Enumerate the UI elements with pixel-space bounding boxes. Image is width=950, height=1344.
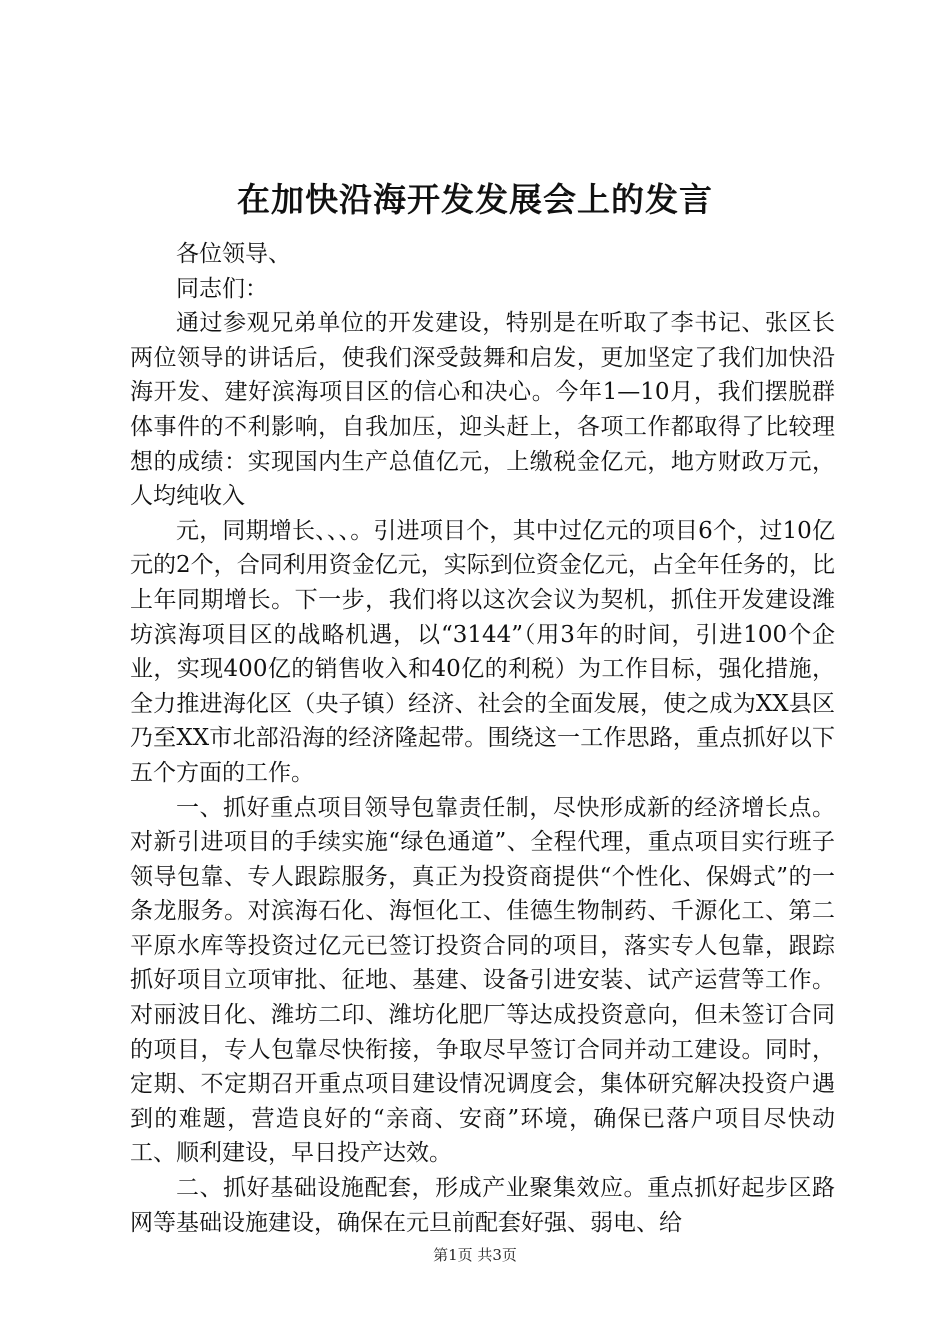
- paragraph-point-two: 二、抓好基础设施配套，形成产业聚集效应。重点抓好起步区路网等基础设施建设，确保在元旦前配套好强、弱电、给: [130, 1175, 835, 1236]
- paragraph-intro: 通过参观兄弟单位的开发建设，特别是在听取了李书记、张区长两位领导的讲话后，使我们深受鼓舞和启发，更加坚定了我们加快沿海开发、建好滨海项目区的信心和决心。今年1—10月，我们摆脱群体事件的不利影响，自我加压，迎头赶上，各项工作都取得了比较理想的成绩：实现国内生产总值亿元，上缴税金亿元，地方财政万元，人均纯收入: [130, 310, 835, 510]
- page-footer: 第1页 共3页: [433, 1246, 517, 1264]
- document-title: 在加快沿海开发发展会上的发言: [237, 180, 713, 219]
- document-body: [130, 237, 835, 1240]
- paragraph-achievements: 元，同期增长、、、。引进项目个，其中过亿元的项目6个，过10亿元的2个，合同利用资金亿元，实际到位资金亿元，占全年任务的，比上年同期增长。下一步，我们将以这次会议为契机，抓住开发建设潍坊滨海项目区的战略机遇，以“3144”（用3年的时间，引进100个企业，实现400亿的销售收入和40亿的利税）为工作目标，强化措施，全力推进海化区（央子镇）经济、社会的全面发展，使之成为XX县区乃至XX市北部沿海的经济隆起带。围绕这一工作思路，重点抓好以下五个方面的工作。: [130, 517, 835, 786]
- salutation-leaders: 各位领导、: [176, 241, 291, 267]
- paragraph-point-one: 一、抓好重点项目领导包靠责任制，尽快形成新的经济增长点。对新引进项目的手续实施“绿色通道”、全程代理，重点项目实行班子领导包靠、专人跟踪服务，真正为投资商提供“个性化、保姆式”的一条龙服务。对滨海石化、海恒化工、佳德生物制药、千源化工、第二平原水库等投资过亿元已签订投资合同的项目，落实专人包靠，跟踪抓好项目立项审批、征地、基建、设备引进安装、试产运营等工作。对丽波日化、潍坊二印、潍坊化肥厂等达成投资意向，但未签订合同的项目，专人包靠尽快衔接，争取尽早签订合同并动工建设。同时，定期、不定期召开重点项目建设情况调度会，集体研究解决投资户遇到的难题，营造良好的“亲商、安商”环境，确保已落户项目尽快动工、顺利建设，早日投产达效。: [130, 794, 835, 1167]
- salutation-comrades: 同志们：: [176, 275, 268, 302]
